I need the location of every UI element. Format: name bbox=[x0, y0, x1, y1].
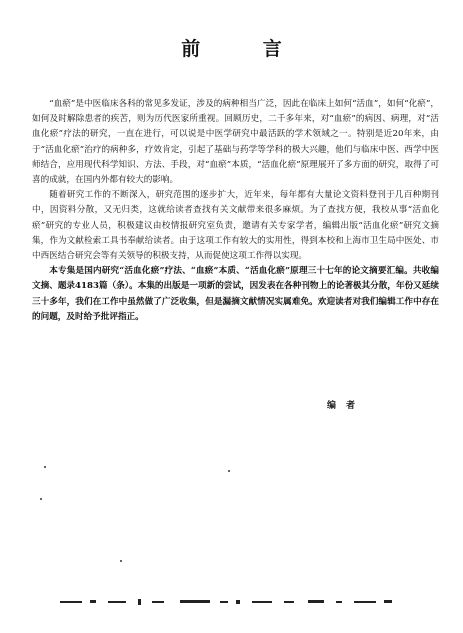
paragraph-1: “血瘀”是中医临床各科的常见多发证，涉及的病种相当广泛，因此在临床上如何“活血”，如何“化瘀”，如何及时解除患者的疾苦，则为历代医家所重视。回顾历史，二千多年来，对“血瘀”的病因、病理，对“活血化瘀”疗法的研究，一直在进行，可以说是中医学研究中最活跃的学术领域之一。特别是近20年来，由于“活血化瘀”治疗的病种多，疗效肯定，引起了基础与药学等学科的极大兴趣，他们与临床中医、西学中医师结合，应用现代科学知识、方法、手段，对“血瘀”本质，“活血化瘀”原理展开了多方面的研究，取得了可喜的成就，在国内外都有较大的影响。 bbox=[32, 99, 439, 186]
scan-edge-noise bbox=[60, 598, 400, 606]
paragraph-3: 本专集是国内研究“活血化瘀”疗法、“血瘀”本质、“活血化瘀”原理三十七年的论文摘要汇编。共收编文摘、题录4183篇（条）。本集的出版是一项新的尝试，因发表在各种刊物上的论著极其分散，年份又延续三十多年，我们在工作中虽然做了广泛收集，但是漏摘文献情况实属难免。欢迎读者对我们编辑工作中存在的问题，及时给予批评指正。 bbox=[32, 266, 439, 322]
scan-speck bbox=[44, 466, 46, 468]
paragraph-2: 随着研究工作的不断深入，研究范围的逐步扩大，近年来，每年都有大量论文资料登刊于几百种期刊中，因资料分散，又无归类，这就给读者查找有关文献带来很多麻烦。为了查找方便，我校从事“活血化瘀”研究的专业人员，积极建议由校情报研究室负责，邀请有关专家学者，编辑出版“活血化瘀”研究文摘集，作为文献检索工具书奉献给读者。由于这项工作有较大的实用性，得到本校和上海市卫生局中医处、市中西医结合研究会等有关领导的积极支持，从而促使这项工作得以实现。 bbox=[32, 190, 439, 262]
preface-body bbox=[32, 97, 439, 325]
scan-speck bbox=[228, 470, 230, 472]
scan-speck bbox=[120, 560, 122, 562]
page-title: 前 言 bbox=[181, 38, 310, 60]
signature: 编者 bbox=[327, 401, 366, 411]
scan-speck bbox=[40, 498, 42, 500]
